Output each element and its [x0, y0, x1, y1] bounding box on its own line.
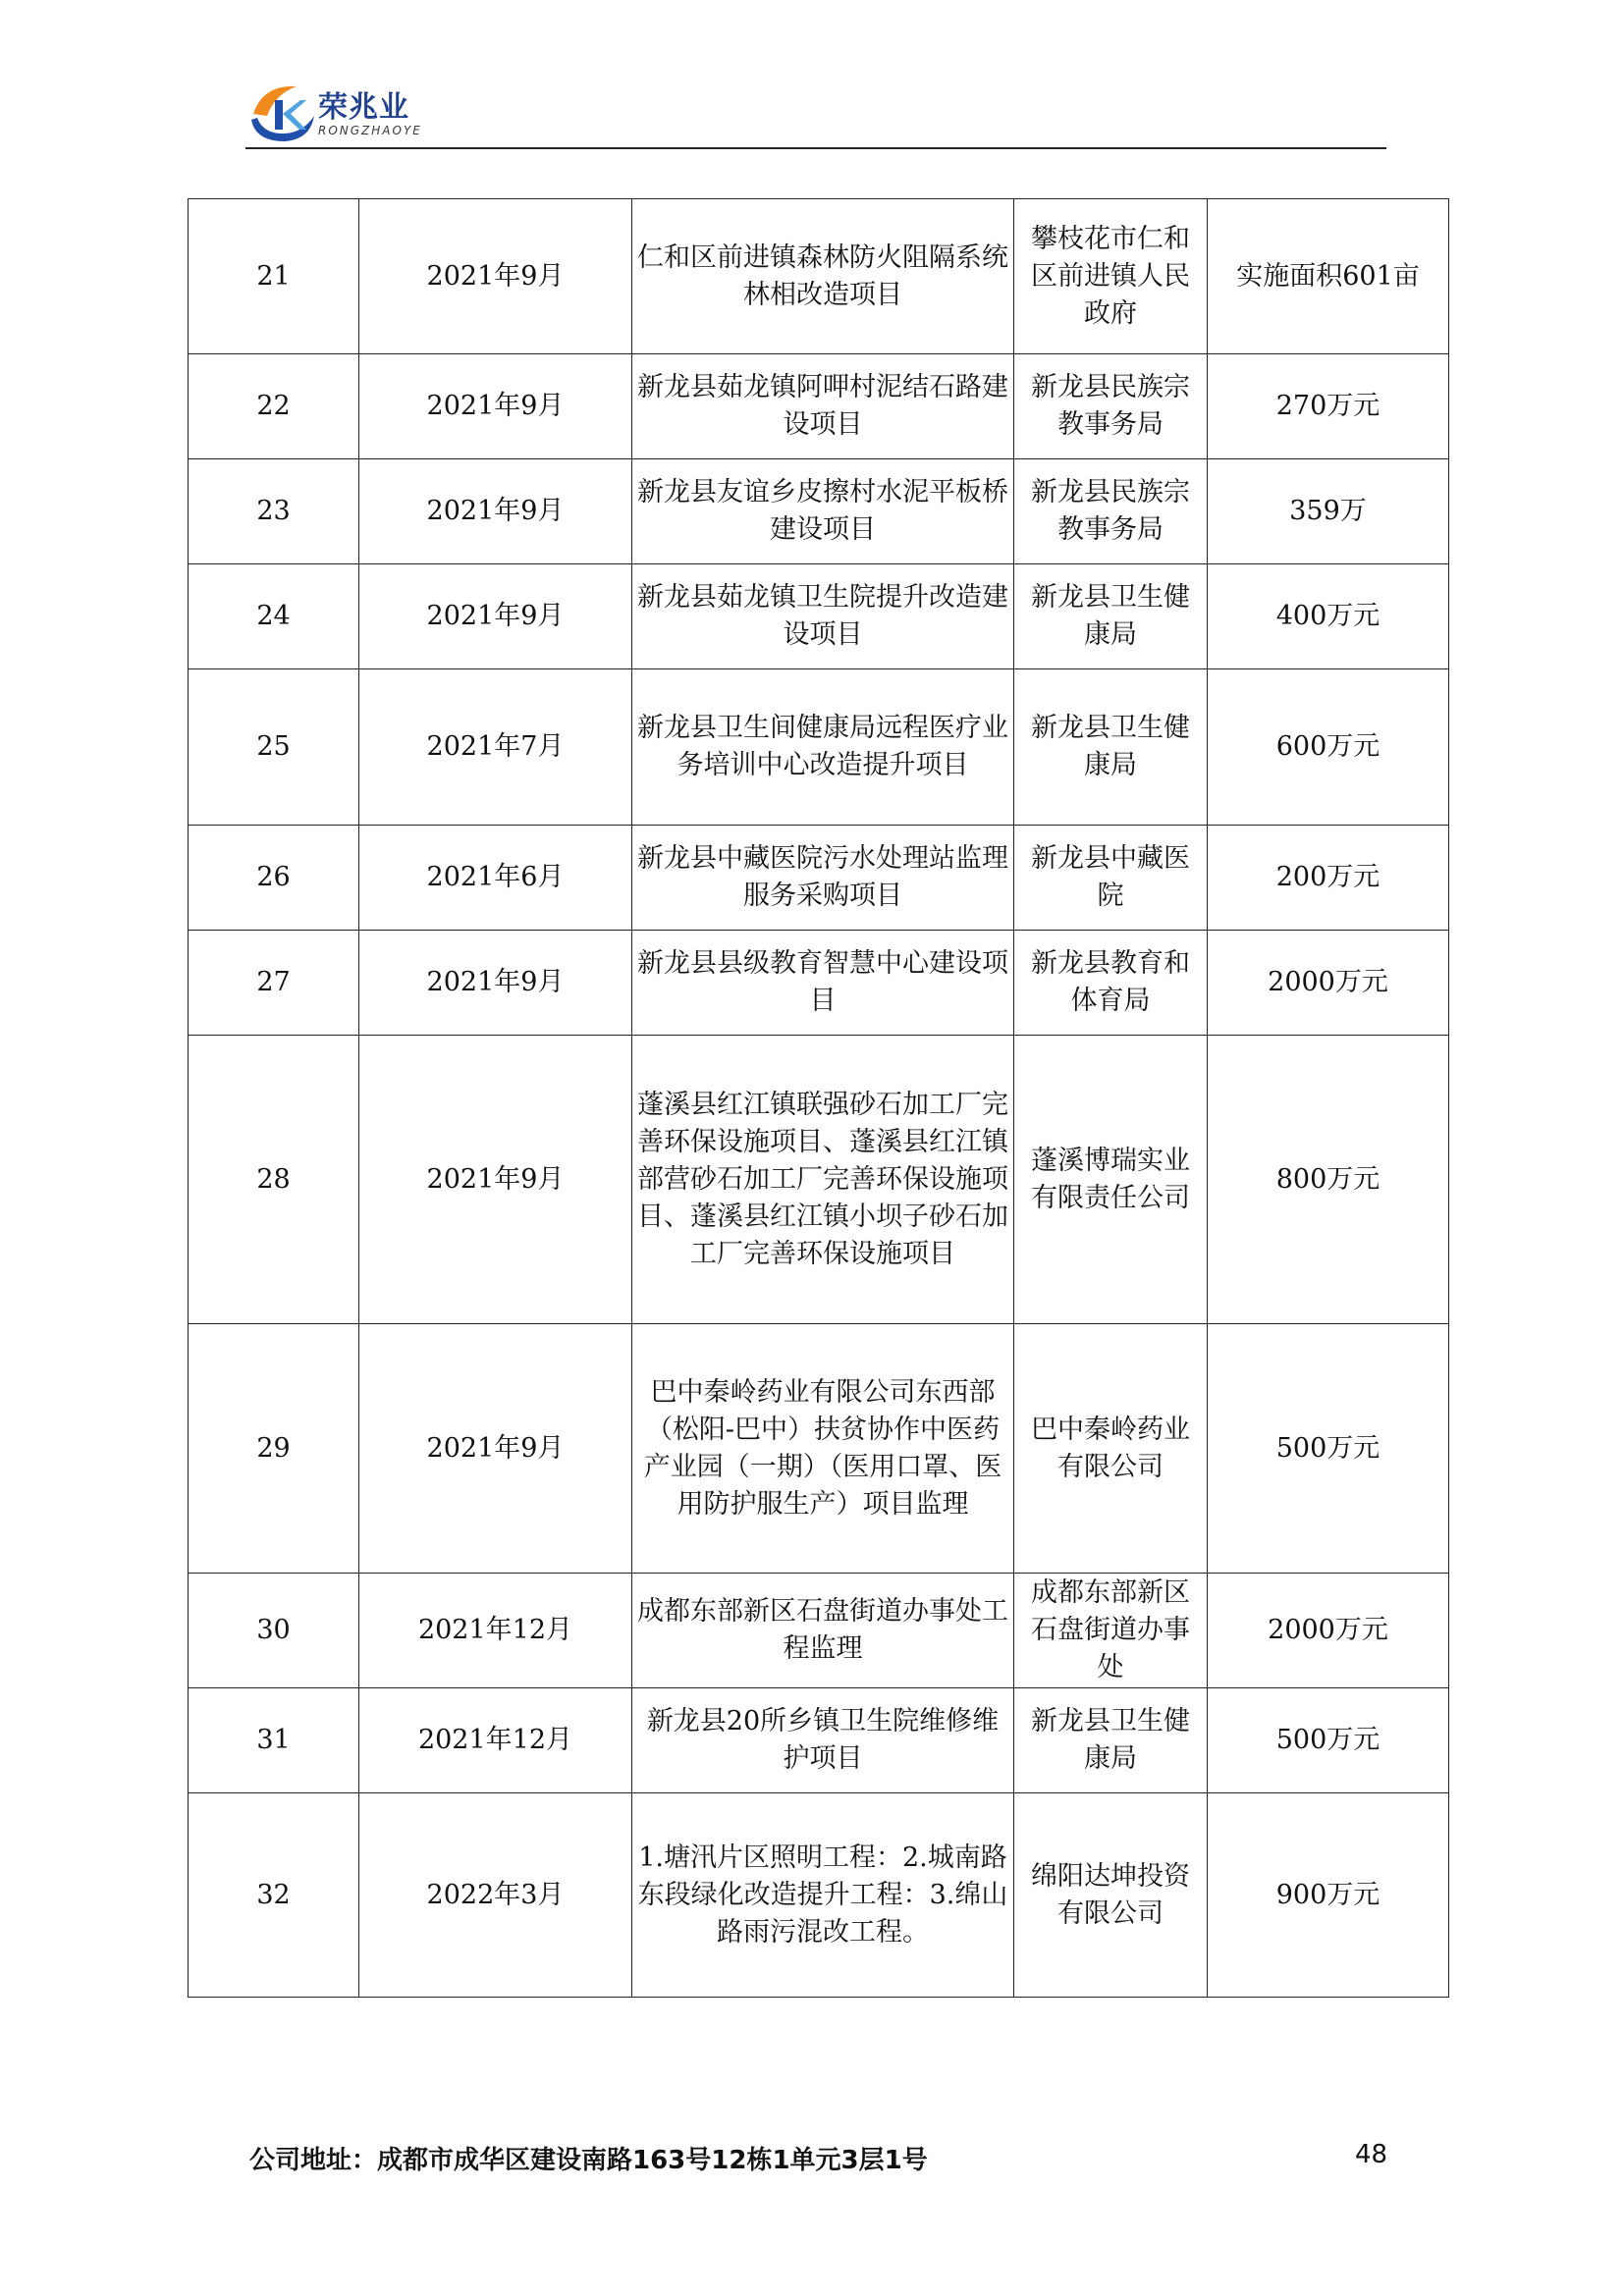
- row-client: 新龙县卫生健康局: [1014, 669, 1208, 826]
- brand-name-en: RONGZHAOYE: [318, 124, 422, 137]
- row-client: 巴中秦岭药业有限公司: [1014, 1324, 1208, 1574]
- row-number: 30: [189, 1574, 359, 1688]
- table-row: [189, 354, 1449, 459]
- row-date: 2021年12月: [359, 1688, 632, 1793]
- row-project: 巴中秦岭药业有限公司东西部（松阳-巴中）扶贫协作中医药产业园（一期）（医用口罩、医用防护服生产）项目监理: [632, 1324, 1014, 1574]
- row-amount: 800万元: [1208, 1036, 1449, 1324]
- row-amount: 200万元: [1208, 826, 1449, 931]
- row-amount: 2000万元: [1208, 1574, 1449, 1688]
- row-amount: 400万元: [1208, 564, 1449, 669]
- row-number: 31: [189, 1688, 359, 1793]
- row-date: 2021年7月: [359, 669, 632, 826]
- row-project: 新龙县友谊乡皮擦村水泥平板桥建设项目: [632, 459, 1014, 564]
- row-project: 新龙县中藏医院污水处理站监理服务采购项目: [632, 826, 1014, 931]
- row-client: 新龙县民族宗教事务局: [1014, 354, 1208, 459]
- table-row: [189, 1036, 1449, 1324]
- project-records-table: [188, 198, 1449, 1998]
- row-client: 新龙县卫生健康局: [1014, 564, 1208, 669]
- row-project: 新龙县卫生间健康局远程医疗业务培训中心改造提升项目: [632, 669, 1014, 826]
- row-date: 2021年9月: [359, 1036, 632, 1324]
- row-amount: 600万元: [1208, 669, 1449, 826]
- row-number: 25: [189, 669, 359, 826]
- table-row: [189, 826, 1449, 931]
- row-amount: 500万元: [1208, 1324, 1449, 1574]
- row-number: 29: [189, 1324, 359, 1574]
- header-divider: [245, 147, 1386, 149]
- row-client: 新龙县卫生健康局: [1014, 1688, 1208, 1793]
- company-logo-icon: [245, 77, 324, 147]
- row-project: 蓬溪县红江镇联强砂石加工厂完善环保设施项目、蓬溪县红江镇部营砂石加工厂完善环保设施项目、蓬溪县红江镇小坝子砂石加工厂完善环保设施项目: [632, 1036, 1014, 1324]
- row-client: 新龙县教育和体育局: [1014, 931, 1208, 1036]
- row-client: 成都东部新区石盘街道办事处: [1014, 1574, 1208, 1688]
- row-number: 27: [189, 931, 359, 1036]
- page-header: [245, 77, 1386, 147]
- table-row: [189, 1793, 1449, 1998]
- row-project: 成都东部新区石盘街道办事处工程监理: [632, 1574, 1014, 1688]
- table-row: [189, 1324, 1449, 1574]
- row-project: 新龙县20所乡镇卫生院维修维护项目: [632, 1688, 1014, 1793]
- table-row: [189, 459, 1449, 564]
- row-client: 新龙县民族宗教事务局: [1014, 459, 1208, 564]
- row-date: 2021年9月: [359, 354, 632, 459]
- row-amount: 270万元: [1208, 354, 1449, 459]
- row-amount: 359万: [1208, 459, 1449, 564]
- row-client: 新龙县中藏医院: [1014, 826, 1208, 931]
- table-row: [189, 564, 1449, 669]
- row-project: 新龙县茹龙镇卫生院提升改造建设项目: [632, 564, 1014, 669]
- table-row: [189, 931, 1449, 1036]
- row-number: 24: [189, 564, 359, 669]
- row-number: 23: [189, 459, 359, 564]
- page-number: 48: [1355, 2140, 1388, 2169]
- row-date: 2021年9月: [359, 564, 632, 669]
- row-date: 2021年9月: [359, 1324, 632, 1574]
- row-client: 攀枝花市仁和区前进镇人民政府: [1014, 199, 1208, 354]
- row-project: 新龙县茹龙镇阿呷村泥结石路建设项目: [632, 354, 1014, 459]
- row-project: 仁和区前进镇森林防火阻隔系统林相改造项目: [632, 199, 1014, 354]
- brand-text: [318, 82, 422, 137]
- row-number: 32: [189, 1793, 359, 1998]
- row-number: 28: [189, 1036, 359, 1324]
- row-amount: 实施面积601亩: [1208, 199, 1449, 354]
- row-number: 26: [189, 826, 359, 931]
- footer-address: 公司地址：成都市成华区建设南路163号12栋1单元3层1号: [249, 2146, 928, 2175]
- row-date: 2021年6月: [359, 826, 632, 931]
- row-number: 21: [189, 199, 359, 354]
- table-row: [189, 669, 1449, 826]
- row-client: 蓬溪博瑞实业有限责任公司: [1014, 1036, 1208, 1324]
- row-amount: 900万元: [1208, 1793, 1449, 1998]
- row-client: 绵阳达坤投资有限公司: [1014, 1793, 1208, 1998]
- row-date: 2021年9月: [359, 459, 632, 564]
- row-date: 2021年9月: [359, 199, 632, 354]
- row-date: 2021年12月: [359, 1574, 632, 1688]
- table-row: [189, 199, 1449, 354]
- row-amount: 500万元: [1208, 1688, 1449, 1793]
- brand-name-cn: 荣兆业: [318, 90, 409, 125]
- row-amount: 2000万元: [1208, 931, 1449, 1036]
- row-date: 2021年9月: [359, 931, 632, 1036]
- row-project: 1.塘汛片区照明工程：2.城南路东段绿化改造提升工程：3.绵山路雨污混改工程。: [632, 1793, 1014, 1998]
- row-date: 2022年3月: [359, 1793, 632, 1998]
- row-project: 新龙县县级教育智慧中心建设项目: [632, 931, 1014, 1036]
- table-row: [189, 1688, 1449, 1793]
- table-row: [189, 1574, 1449, 1688]
- row-number: 22: [189, 354, 359, 459]
